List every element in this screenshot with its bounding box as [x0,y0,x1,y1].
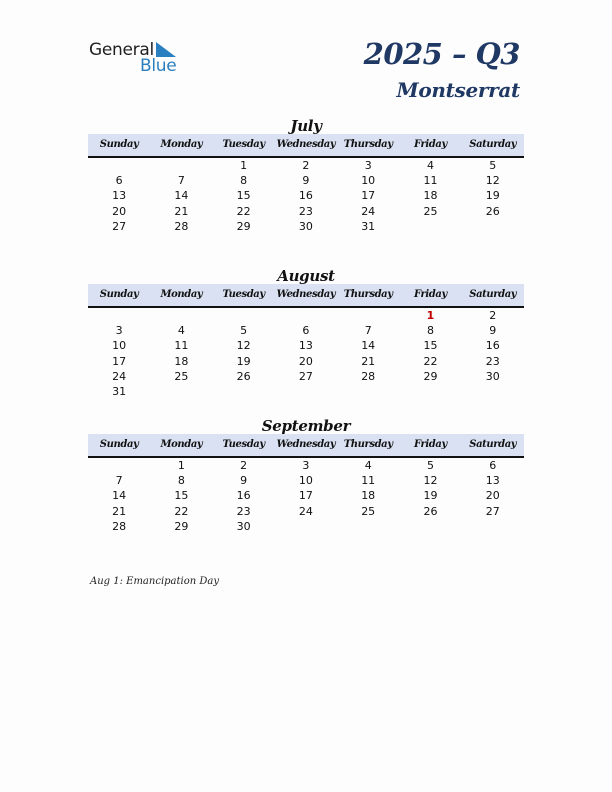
weekday-label: Tuesday [222,139,265,150]
day-cell: 20 [298,354,313,368]
day-cell: 30 [236,519,251,533]
day-cell [88,308,150,323]
weekday-label: Saturday [469,289,517,300]
weekday-label: Sunday [99,139,139,150]
month-name: September [261,417,351,435]
week-row [88,204,524,219]
weekday-label: Wednesday [276,139,336,150]
month-calendar-july [88,116,524,234]
day-cell: 23 [485,354,500,368]
day-cell [462,219,524,234]
day-cell: 1 [240,159,248,172]
day-cell: 9 [302,174,310,188]
page-header [364,36,520,104]
day-cell: 26 [236,369,251,383]
day-cell: 17 [361,189,376,203]
day-cell [337,308,399,323]
day-cell: 15 [236,189,251,203]
day-cell: 22 [236,204,251,218]
day-cell [399,519,461,534]
day-cell: 27 [112,219,127,233]
day-cell: 2 [302,159,310,172]
weekday-label: Sunday [99,289,139,300]
day-cell [88,158,150,173]
logo-text-general: General [89,40,154,60]
day-cell: 24 [112,369,127,383]
day-cell: 25 [174,369,189,383]
week-row [88,504,524,519]
day-cell: 7 [364,324,372,338]
day-cell: 18 [174,354,189,368]
day-cell [337,384,399,399]
day-cell: 1 [177,459,185,472]
day-cell: 9 [240,474,248,488]
day-cell: 6 [302,324,310,338]
day-cell: 10 [298,474,313,488]
country-name: Montserrat [396,78,520,102]
day-cell: 24 [361,204,376,218]
day-cell: 3 [302,459,310,472]
day-cell: 5 [426,459,434,472]
day-cell: 29 [236,219,251,233]
day-cell: 29 [423,369,438,383]
day-cell: 14 [112,489,127,503]
weekday-label: Thursday [343,139,393,150]
day-cell: 5 [489,159,497,172]
day-cell: 27 [298,369,313,383]
weekday-label: Monday [160,439,203,450]
day-cell: 25 [361,504,376,518]
day-cell: 18 [423,189,438,203]
day-cell [399,384,461,399]
day-cell: 6 [115,174,123,188]
day-cell: 30 [298,219,313,233]
day-cell: 13 [298,339,313,353]
day-cell [213,384,275,399]
week-row [88,338,524,353]
weekday-label: Saturday [469,439,517,450]
day-cell: 27 [485,504,500,518]
weekday-label: Monday [160,289,203,300]
day-cell: 16 [298,189,313,203]
day-cell: 18 [361,489,376,503]
page-title: 2025 – Q3 [363,37,520,71]
day-cell: 19 [485,189,500,203]
day-cell: 4 [426,159,434,172]
day-cell: 22 [174,504,189,518]
day-cell [337,519,399,534]
day-cell [399,219,461,234]
generalblue-logo [89,40,189,76]
day-cell [213,308,275,323]
day-cell: 25 [423,204,438,218]
weekday-label: Thursday [343,289,393,300]
day-cell: 24 [298,504,313,518]
day-cell: 17 [112,354,127,368]
day-cell: 14 [361,339,376,353]
weekday-label: Friday [414,439,447,450]
day-cell: 16 [485,339,500,353]
day-cell: 7 [177,174,185,188]
day-cell: 17 [298,489,313,503]
day-cell: 28 [112,519,127,533]
day-cell: 5 [240,324,248,338]
weekday-label: Wednesday [276,289,336,300]
week-row [88,173,524,188]
day-cell: 10 [112,339,127,353]
weekday-label: Sunday [99,439,139,450]
day-cell: 31 [361,219,376,233]
day-cell: 19 [423,489,438,503]
day-cell: 11 [423,174,438,188]
week-row [88,308,524,323]
day-cell: 13 [112,189,127,203]
day-cell: 19 [236,354,251,368]
weekday-header-row [88,434,524,458]
day-cell: 12 [485,174,500,188]
month-name: July [290,117,322,135]
day-cell: 31 [112,384,127,398]
day-cell: 9 [489,324,497,338]
week-row [88,473,524,488]
weekday-label: Saturday [469,139,517,150]
day-cell: 15 [423,339,438,353]
day-cell: 20 [485,489,500,503]
day-cell [150,384,212,399]
day-cell: 2 [240,459,248,472]
day-cell: 10 [361,174,376,188]
weekday-label: Friday [414,139,447,150]
week-row [88,519,524,534]
day-cell [150,158,212,173]
day-cell: 3 [364,159,372,172]
weekday-label: Monday [160,139,203,150]
day-cell: 23 [236,504,251,518]
week-row [88,219,524,234]
day-cell: 26 [423,504,438,518]
day-cell [88,458,150,473]
weekday-label: Tuesday [222,439,265,450]
day-cell: 26 [485,204,500,218]
holiday-day-cell: 1 [426,309,435,322]
day-cell: 8 [426,324,434,338]
weekday-label: Friday [414,289,447,300]
day-cell: 28 [361,369,376,383]
day-cell [275,308,337,323]
day-cell: 30 [485,369,500,383]
day-cell: 23 [298,204,313,218]
day-cell: 12 [423,474,438,488]
weekday-label: Wednesday [276,439,336,450]
week-row [88,488,524,503]
day-cell [150,308,212,323]
week-row [88,188,524,203]
weekday-header-row [88,134,524,158]
logo-text-blue: Blue [140,56,177,76]
weekday-label: Tuesday [222,289,265,300]
day-cell: 21 [112,504,127,518]
day-cell: 6 [489,459,497,472]
week-row [88,458,524,473]
week-row [88,323,524,338]
week-row [88,354,524,369]
day-cell: 4 [177,324,185,338]
day-cell: 14 [174,189,189,203]
day-cell [275,384,337,399]
day-cell: 12 [236,339,251,353]
day-cell: 11 [361,474,376,488]
day-cell: 3 [115,324,123,338]
weekday-label: Thursday [343,439,393,450]
day-cell [462,384,524,399]
month-calendar-september [88,416,524,534]
day-cell [275,519,337,534]
week-row [88,384,524,399]
day-cell: 28 [174,219,189,233]
day-cell: 21 [174,204,189,218]
day-cell: 16 [236,489,251,503]
holiday-note: Aug 1: Emancipation Day [90,576,219,587]
day-cell: 22 [423,354,438,368]
weekday-header-row [88,284,524,308]
day-cell: 2 [489,309,497,322]
day-cell: 8 [240,174,248,188]
day-cell [462,519,524,534]
day-cell: 4 [364,459,372,472]
day-cell: 11 [174,339,189,353]
day-cell: 21 [361,354,376,368]
month-name: August [277,267,335,285]
week-row [88,158,524,173]
day-cell: 13 [485,474,500,488]
day-cell: 29 [174,519,189,533]
day-cell: 7 [115,474,123,488]
week-row [88,369,524,384]
month-calendar-august [88,266,524,399]
day-cell: 20 [112,204,127,218]
day-cell: 15 [174,489,189,503]
day-cell: 8 [177,474,185,488]
